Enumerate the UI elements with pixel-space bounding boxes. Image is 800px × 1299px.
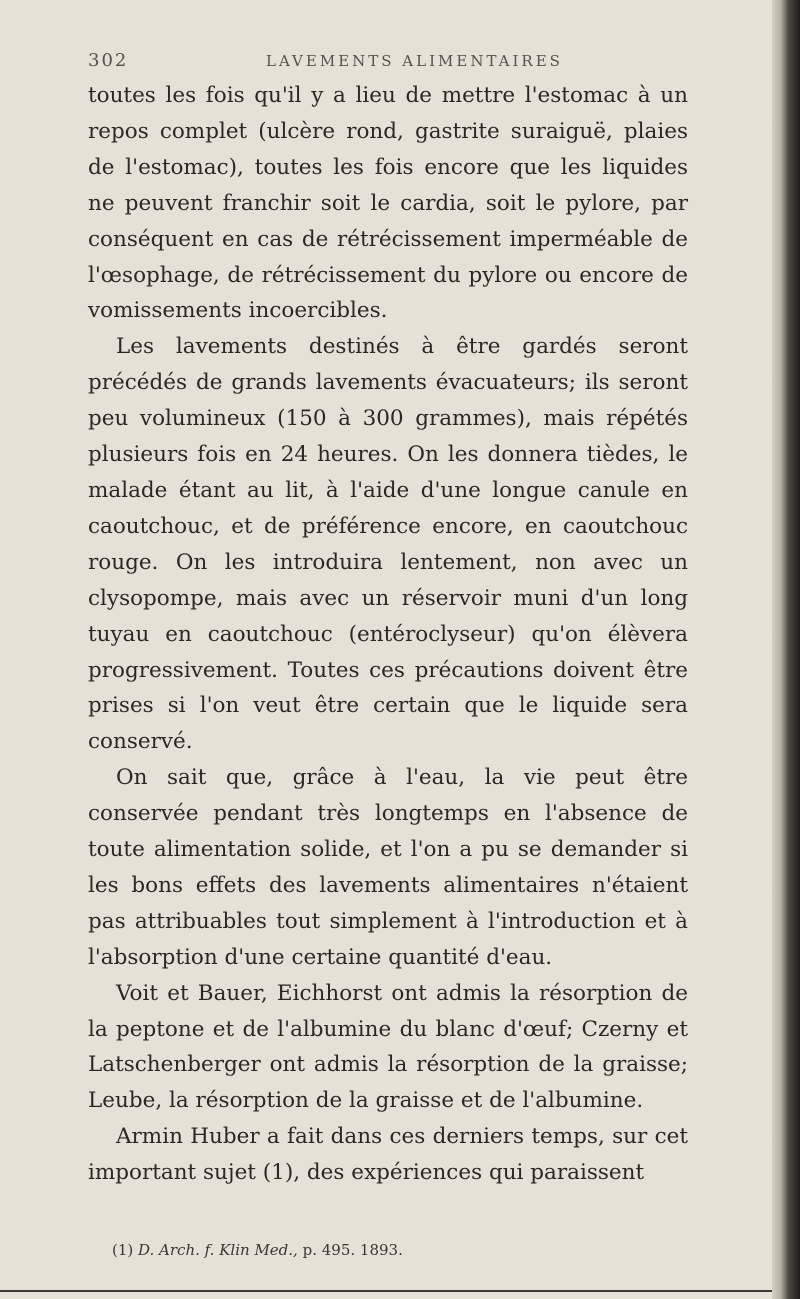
page-header <box>88 50 678 80</box>
paragraph-3: On sait que, grâce à l'eau, la vie peut être conservée pendant très longtemps en l'absence de toute alimentation solide, et l'on a pu se demander si les bons effets des lavements alimentaires n'étaient pas attribuables tout simplement à l'introduction et à l'absorption d'une certaine quantité d'eau. <box>88 765 688 970</box>
paragraph-5: Armin Huber a fait dans ces derniers temps, sur cet important sujet (1), des expériences qui paraissent <box>88 1124 688 1186</box>
page-edge-shadow <box>772 0 800 1299</box>
footnote-source: D. Arch. f. Klin Med., <box>138 1241 298 1259</box>
bottom-rule <box>0 1290 772 1292</box>
paragraph-2: Les lavements destinés à être gardés seront précédés de grands lavements évacuateurs; ils seront peu volumineux (150 à 300 grammes), mais répétés plusieurs fois en 24 heures. On les donnera tièdes, le malade étant au lit, à l'aide d'une longue canule en caoutchouc, et de préférence encore, en caoutchouc rouge. On les introduira lentement, non avec un clysopompe, mais avec un réservoir muni d'un long tuyau en caoutchouc (entéroclyseur) qu'on élèvera progressivement. Toutes ces précautions doivent être prises si l'on veut être certain que le liquide sera conservé. <box>88 334 688 755</box>
paragraph-1: toutes les fois qu'il y a lieu de mettre l'estomac à un repos complet (ulcère rond, gastrite suraiguë, plaies de l'estomac), toutes les fois encore que les liquides ne peuvent franchir soit le cardia, soit le pylore, par conséquent en cas de rétrécissement imperméable de l'œsophage, de rétrécissement du pylore ou encore de vomissements incoercibles. <box>88 83 688 324</box>
running-title: LAVEMENTS ALIMENTAIRES <box>266 52 563 70</box>
body-text <box>88 78 688 1191</box>
footnote <box>112 1241 672 1259</box>
page-number: 302 <box>88 50 129 71</box>
footnote-marker: (1) <box>112 1241 134 1259</box>
footnote-details: p. 495. 1893. <box>302 1241 403 1259</box>
paragraph-4: Voit et Bauer, Eichhorst ont admis la résorption de la peptone et de l'albumine du blanc d'œuf; Czerny et Latschenberger ont admis la résorption de la graisse; Leube, la résorption de la graisse et de l'albumine. <box>88 980 688 1114</box>
